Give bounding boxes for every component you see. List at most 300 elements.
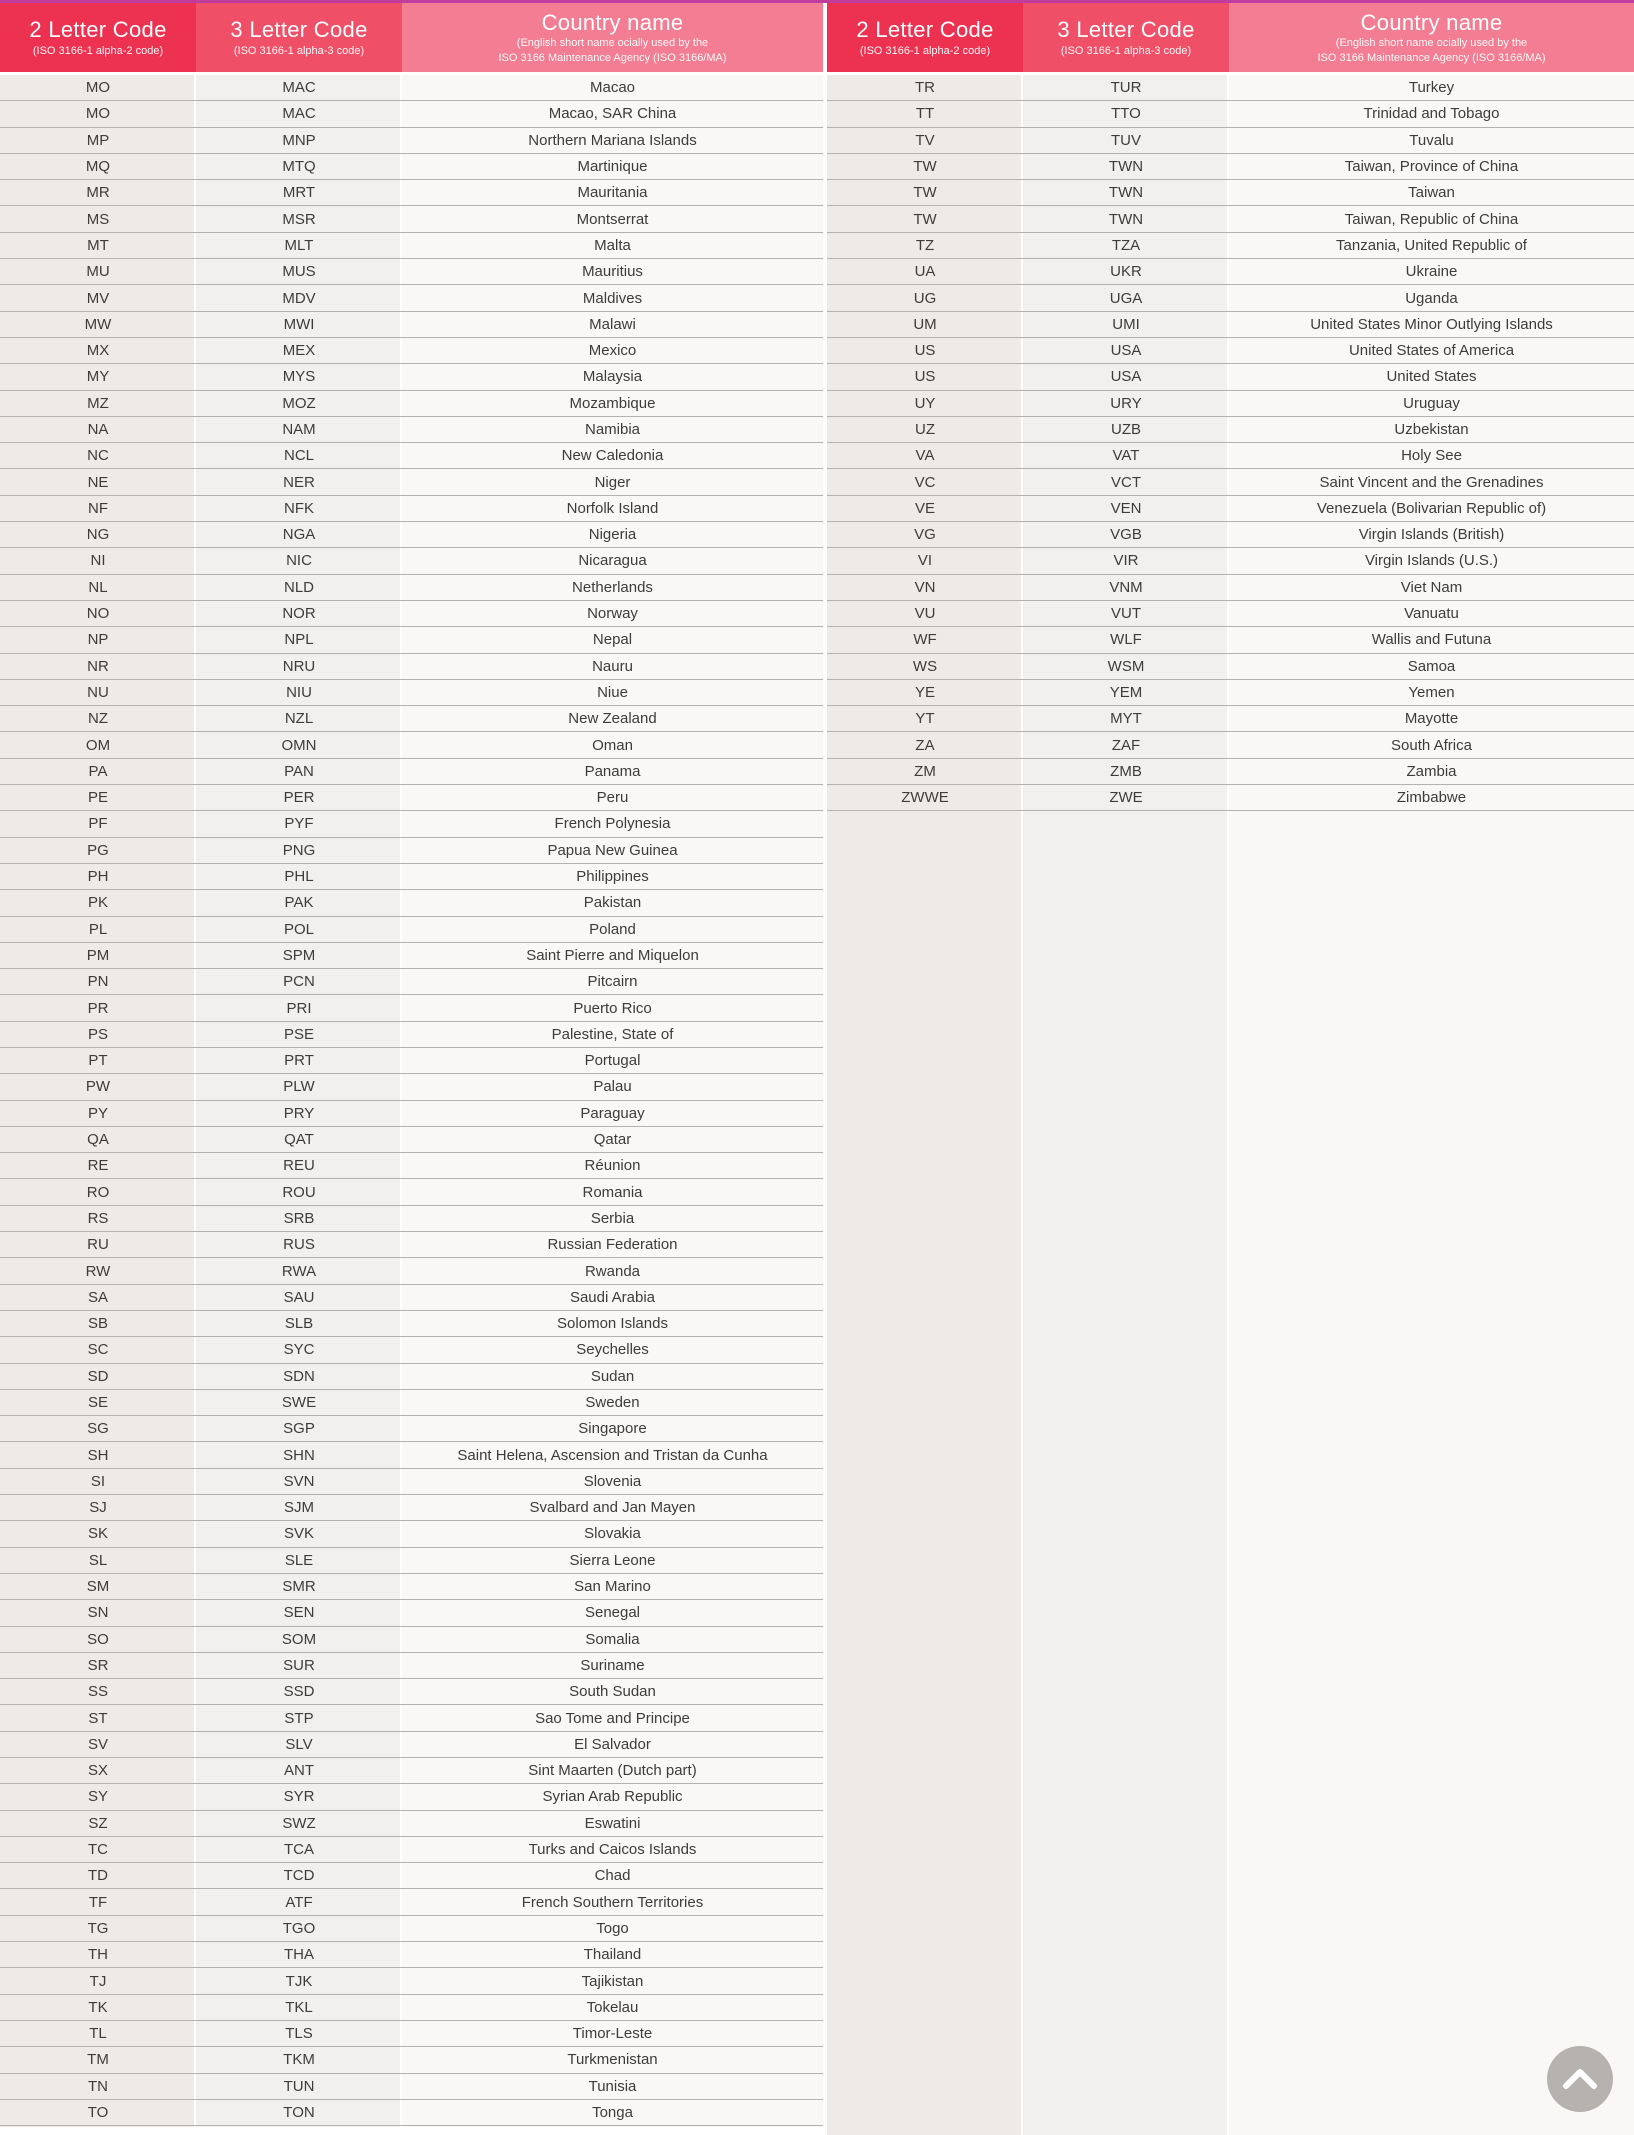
alpha3-cell: SEN xyxy=(283,1604,315,1622)
header-country-name xyxy=(402,3,823,72)
country-name-cell: Pakistan xyxy=(583,894,642,912)
country-name-cell: Viet Nam xyxy=(1400,578,1463,596)
alpha2-cell: SJ xyxy=(89,1499,107,1517)
table-row xyxy=(0,1232,823,1258)
table-row xyxy=(827,101,1634,127)
alpha3-cell: TZA xyxy=(1111,236,1141,254)
table-row xyxy=(0,1548,823,1574)
alpha2-cell: TW xyxy=(913,158,937,176)
alpha3-cell: NCL xyxy=(283,447,314,465)
table-row xyxy=(0,917,823,943)
table-row xyxy=(0,627,823,653)
alpha2-cell: PY xyxy=(87,1104,108,1122)
alpha3-cell: SLE xyxy=(284,1551,314,1569)
header-subtitle: ISO 3166 Maintenance Agency (ISO 3166/MA) xyxy=(1317,51,1546,64)
table-row xyxy=(0,995,823,1021)
table-row xyxy=(0,469,823,495)
table-row xyxy=(0,864,823,890)
alpha3-cell: VGB xyxy=(1110,526,1142,544)
table-row xyxy=(0,1863,823,1889)
alpha3-cell: TUN xyxy=(283,2077,315,2095)
alpha3-cell: TGO xyxy=(282,1919,316,1937)
header-subtitle: ISO 3166 Maintenance Agency (ISO 3166/MA) xyxy=(498,51,727,64)
alpha3-cell: SWZ xyxy=(282,1814,316,1832)
alpha2-cell: TN xyxy=(88,2077,108,2095)
alpha3-cell: SDN xyxy=(283,1367,315,1385)
alpha2-cell: MV xyxy=(86,289,110,307)
alpha2-cell: ZWWE xyxy=(901,789,949,807)
alpha3-cell: NIC xyxy=(286,552,312,570)
country-name-cell: Palestine, State of xyxy=(551,1025,674,1043)
country-name-cell: San Marino xyxy=(574,1578,651,1596)
alpha2-cell: SS xyxy=(87,1683,108,1701)
table-row xyxy=(827,259,1634,285)
alpha3-cell: MRT xyxy=(282,184,316,202)
alpha2-cell: SZ xyxy=(88,1814,108,1832)
country-name-cell: Nigeria xyxy=(588,526,637,544)
table-row xyxy=(0,943,823,969)
alpha2-cell: UG xyxy=(913,289,937,307)
table-row xyxy=(827,128,1634,154)
alpha3-cell: SUR xyxy=(283,1656,315,1674)
country-name-cell: Chad xyxy=(594,1867,631,1885)
country-name-cell: Samoa xyxy=(1407,657,1456,675)
table-row xyxy=(0,180,823,206)
alpha3-cell: SPM xyxy=(282,946,316,964)
alpha2-cell: VA xyxy=(915,447,935,465)
alpha3-cell: PNG xyxy=(282,841,316,859)
table-row xyxy=(0,1627,823,1653)
alpha3-cell: MYT xyxy=(1110,710,1142,728)
country-name-cell: Thailand xyxy=(583,1946,642,1964)
table-row xyxy=(0,443,823,469)
table-row xyxy=(0,1153,823,1179)
table-row xyxy=(0,259,823,285)
alpha2-cell: SO xyxy=(87,1630,109,1648)
alpha2-cell: TM xyxy=(87,2051,109,2069)
alpha3-cell: OMN xyxy=(281,736,317,754)
country-name-cell: Malta xyxy=(594,236,631,254)
table-row xyxy=(827,785,1634,811)
alpha2-cell: UM xyxy=(913,315,937,333)
alpha3-cell: TCD xyxy=(283,1867,315,1885)
table-row xyxy=(0,1469,823,1495)
table-row xyxy=(0,1442,823,1468)
alpha3-cell: SVN xyxy=(283,1472,315,1490)
alpha3-cell: SGP xyxy=(283,1420,315,1438)
table-row xyxy=(0,1995,823,2021)
alpha2-cell: MO xyxy=(85,105,111,123)
table-row xyxy=(0,1206,823,1232)
alpha2-cell: TG xyxy=(87,1919,109,1937)
country-name-cell: Macao xyxy=(589,79,636,97)
alpha3-cell: PLW xyxy=(283,1078,315,1096)
country-name-cell: Yemen xyxy=(1408,683,1455,701)
alpha3-cell: MDV xyxy=(282,289,316,307)
alpha3-cell: SOM xyxy=(281,1630,317,1648)
country-name-cell: Macao, SAR China xyxy=(548,105,677,123)
alpha2-cell: SB xyxy=(87,1315,108,1333)
alpha3-cell: SMR xyxy=(282,1578,316,1596)
country-name-cell: Togo xyxy=(596,1919,629,1937)
alpha3-cell: ANT xyxy=(284,1762,314,1780)
table-row xyxy=(827,732,1634,758)
table-row xyxy=(0,2074,823,2100)
table-row xyxy=(0,1022,823,1048)
alpha3-cell: NPL xyxy=(284,631,314,649)
table-row xyxy=(0,1732,823,1758)
alpha2-cell: VU xyxy=(914,605,936,623)
country-name-cell: Philippines xyxy=(576,868,649,886)
table-row xyxy=(827,180,1634,206)
country-name-cell: Virgin Islands (British) xyxy=(1358,526,1505,544)
table-row xyxy=(827,680,1634,706)
country-name-cell: Mozambique xyxy=(569,394,656,412)
country-name-cell: Saint Vincent and the Grenadines xyxy=(1319,473,1544,491)
country-name-cell: Uzbekistan xyxy=(1394,421,1469,438)
alpha3-cell: NLD xyxy=(283,578,314,596)
table-row xyxy=(827,496,1634,522)
alpha3-cell: REU xyxy=(283,1157,315,1175)
table-row xyxy=(0,1101,823,1127)
country-name-cell: Tajikistan xyxy=(581,1972,644,1990)
country-name-cell: Nauru xyxy=(592,657,633,675)
alpha3-cell: MWI xyxy=(283,315,315,333)
table-header xyxy=(827,3,1634,75)
header-title: 3 Letter Code xyxy=(230,16,368,42)
country-name-cell: Ukraine xyxy=(1405,263,1458,281)
country-name-cell: New Caledonia xyxy=(561,447,664,465)
alpha3-cell: SVK xyxy=(283,1525,314,1543)
alpha3-cell: PAK xyxy=(284,894,314,912)
alpha3-cell: MAC xyxy=(282,79,316,97)
table-row xyxy=(827,233,1634,259)
table-row xyxy=(0,338,823,364)
table-row xyxy=(0,1048,823,1074)
country-name-cell: Sweden xyxy=(585,1393,640,1411)
header-subtitle: (ISO 3166-1 alpha-2 code) xyxy=(859,45,991,57)
alpha3-cell: NRU xyxy=(282,657,316,675)
table-row xyxy=(0,233,823,259)
table-row xyxy=(827,443,1634,469)
alpha3-cell: UGA xyxy=(1109,289,1143,307)
alpha3-cell: URY xyxy=(1110,394,1142,412)
alpha3-cell: ZWE xyxy=(1109,789,1143,807)
country-name-cell: Zimbabwe xyxy=(1396,789,1467,807)
country-name-cell: Tunisia xyxy=(588,2077,637,2095)
country-name-cell: Poland xyxy=(589,920,636,938)
alpha2-cell: VE xyxy=(914,499,935,517)
header-title: 3 Letter Code xyxy=(1057,16,1195,42)
table-row xyxy=(0,969,823,995)
alpha2-cell: VN xyxy=(914,578,936,596)
alpha3-cell: TWN xyxy=(1108,158,1144,176)
alpha2-cell: TJ xyxy=(89,1972,107,1990)
alpha3-cell: SSD xyxy=(283,1683,315,1701)
alpha3-cell: PRY xyxy=(283,1104,315,1122)
table-row xyxy=(827,601,1634,627)
country-name-cell: Norway xyxy=(587,605,638,623)
country-name-cell: Palau xyxy=(593,1078,632,1096)
country-name-cell: Malaysia xyxy=(582,368,643,386)
alpha3-cell: VUT xyxy=(1111,605,1141,623)
alpha3-cell: THA xyxy=(284,1946,314,1964)
alpha2-cell: PG xyxy=(87,841,109,859)
header-title: 2 Letter Code xyxy=(29,16,167,42)
alpha3-cell: MOZ xyxy=(282,394,316,412)
country-name-cell: Panama xyxy=(584,762,641,780)
alpha2-cell: SH xyxy=(87,1446,109,1464)
alpha3-cell: NIU xyxy=(286,683,312,701)
alpha2-cell: SV xyxy=(87,1735,108,1753)
country-name-cell: Malawi xyxy=(589,315,636,333)
table-body-right xyxy=(827,75,1634,2135)
table-row xyxy=(0,128,823,154)
alpha2-cell: MX xyxy=(86,342,110,360)
table-row xyxy=(827,627,1634,653)
table-row xyxy=(0,1968,823,1994)
alpha3-cell: NAM xyxy=(282,421,316,438)
alpha3-cell: WLF xyxy=(1110,631,1142,649)
country-name-cell: Nicaragua xyxy=(578,552,647,570)
alpha2-cell: TD xyxy=(88,1867,108,1885)
table-row xyxy=(827,759,1634,785)
alpha3-cell: MSR xyxy=(282,210,316,228)
table-row xyxy=(0,2047,823,2073)
alpha3-cell: TON xyxy=(283,2104,315,2121)
alpha2-cell: TF xyxy=(88,1893,108,1911)
table-row xyxy=(0,285,823,311)
table-row xyxy=(0,601,823,627)
table-row xyxy=(0,890,823,916)
country-name-cell: Mauritius xyxy=(582,263,643,281)
alpha3-cell: POL xyxy=(283,920,314,938)
alpha2-cell: YE xyxy=(914,683,935,701)
table-row xyxy=(827,206,1634,232)
alpha2-cell: PF xyxy=(88,815,108,833)
alpha2-cell: MS xyxy=(86,210,110,228)
alpha3-cell: VCT xyxy=(1111,473,1141,491)
country-name-cell: Taiwan xyxy=(1408,184,1455,202)
table-row xyxy=(0,1942,823,1968)
table-row xyxy=(0,811,823,837)
table-row xyxy=(0,1784,823,1810)
table-row xyxy=(0,1889,823,1915)
country-name-cell: Norfolk Island xyxy=(566,499,659,517)
header-3-letter-code xyxy=(196,3,402,72)
alpha2-cell: PK xyxy=(87,894,108,912)
alpha3-cell: TCA xyxy=(284,1841,314,1859)
alpha3-cell: YEM xyxy=(1109,683,1143,701)
table-row xyxy=(0,1285,823,1311)
alpha2-cell: VI xyxy=(917,552,933,570)
country-name-cell: Turkmenistan xyxy=(567,2051,658,2069)
country-name-cell: Vanuatu xyxy=(1404,605,1459,623)
alpha3-cell: MLT xyxy=(284,236,314,254)
country-name-cell: United States of America xyxy=(1348,342,1515,360)
alpha2-cell: RS xyxy=(87,1209,109,1227)
alpha2-cell: PH xyxy=(87,868,109,886)
country-name-cell: Rwanda xyxy=(584,1262,641,1280)
country-name-cell: Tanzania, United Republic of xyxy=(1336,236,1527,254)
country-name-cell: Solomon Islands xyxy=(557,1315,668,1333)
alpha2-cell: NO xyxy=(86,605,110,623)
alpha2-cell: SL xyxy=(88,1551,108,1569)
table-row xyxy=(0,1521,823,1547)
alpha2-cell: PS xyxy=(87,1025,108,1043)
country-name-cell: Zambia xyxy=(1406,762,1457,780)
alpha2-cell: MR xyxy=(86,184,110,202)
country-name-cell: Svalbard and Jan Mayen xyxy=(529,1499,696,1517)
country-name-cell: Taiwan, Province of China xyxy=(1344,158,1519,176)
alpha3-cell: UKR xyxy=(1110,263,1142,281)
alpha2-cell: UA xyxy=(914,263,936,281)
country-name-cell: South Africa xyxy=(1391,736,1472,754)
alpha2-cell: US xyxy=(914,368,936,386)
alpha3-cell: NOR xyxy=(282,605,316,623)
country-name-cell: Slovakia xyxy=(584,1525,641,1543)
table-row xyxy=(0,154,823,180)
country-name-cell: Peru xyxy=(596,789,629,807)
alpha3-cell: NFK xyxy=(284,499,314,517)
alpha3-cell: TLS xyxy=(285,2025,313,2043)
alpha2-cell: TO xyxy=(87,2104,109,2121)
alpha3-cell: WSM xyxy=(1107,657,1145,675)
header-subtitle: (ISO 3166-1 alpha-2 code) xyxy=(32,45,164,57)
alpha3-cell: TUV xyxy=(1111,131,1141,149)
table-row xyxy=(827,364,1634,390)
country-name-cell: Venezuela (Bolivarian Republic of) xyxy=(1316,499,1547,517)
alpha2-cell: TL xyxy=(89,2025,107,2043)
alpha2-cell: TH xyxy=(88,1946,108,1964)
alpha3-cell: SRB xyxy=(283,1209,315,1227)
alpha2-cell: RU xyxy=(87,1236,109,1254)
alpha3-cell: TUR xyxy=(1110,79,1142,97)
alpha2-cell: PW xyxy=(85,1078,111,1096)
alpha2-cell: TR xyxy=(915,79,935,97)
table-row xyxy=(0,1364,823,1390)
table-row xyxy=(0,1705,823,1731)
table-row xyxy=(0,522,823,548)
table-row xyxy=(0,1074,823,1100)
alpha2-cell: NR xyxy=(87,657,109,675)
alpha3-cell: ATF xyxy=(285,1893,313,1911)
alpha2-cell: TZ xyxy=(915,236,935,254)
country-name-cell: Singapore xyxy=(578,1420,647,1438)
alpha3-cell: VEN xyxy=(1110,499,1142,517)
alpha2-cell: SI xyxy=(90,1472,106,1490)
country-name-cell: Oman xyxy=(592,736,633,754)
alpha2-cell: OM xyxy=(85,736,111,754)
alpha3-cell: TKL xyxy=(285,1998,313,2016)
country-name-cell: El Salvador xyxy=(574,1735,651,1753)
country-name-cell: Tuvalu xyxy=(1409,131,1454,149)
table-row xyxy=(0,1600,823,1626)
table-row xyxy=(827,154,1634,180)
country-name-cell: Mayotte xyxy=(1404,710,1459,728)
country-name-cell: Eswatini xyxy=(584,1814,641,1832)
table-row xyxy=(0,206,823,232)
alpha3-cell: QAT xyxy=(284,1131,314,1149)
table-row xyxy=(0,1337,823,1363)
alpha3-cell: PYF xyxy=(284,815,314,833)
table-row xyxy=(827,338,1634,364)
country-name-cell: Mexico xyxy=(588,342,637,360)
alpha3-cell: NZL xyxy=(284,710,314,728)
table-row xyxy=(0,1179,823,1205)
alpha3-cell: TWN xyxy=(1108,184,1144,202)
header-title: Country name xyxy=(1360,10,1503,36)
country-name-cell: Niue xyxy=(597,683,628,701)
country-name-cell: United States Minor Outlying Islands xyxy=(1310,315,1553,333)
alpha3-cell: RUS xyxy=(283,1236,315,1254)
country-name-cell: Maldives xyxy=(582,289,643,307)
alpha2-cell: MZ xyxy=(87,394,109,412)
country-name-cell: Sierra Leone xyxy=(569,1551,656,1569)
alpha2-cell: NP xyxy=(87,631,109,649)
alpha3-cell: VNM xyxy=(1109,578,1143,596)
alpha2-cell: RW xyxy=(85,1262,111,1280)
alpha2-cell: NC xyxy=(87,447,109,465)
table-row xyxy=(0,2100,823,2126)
alpha3-cell: RWA xyxy=(281,1262,317,1280)
alpha2-cell: ZA xyxy=(915,736,935,754)
table-row xyxy=(0,785,823,811)
country-name-cell: Somalia xyxy=(585,1630,640,1648)
country-name-cell: Tonga xyxy=(592,2104,633,2121)
alpha3-cell: SYC xyxy=(283,1341,315,1359)
alpha3-cell: PRT xyxy=(284,1052,314,1070)
header-title: Country name xyxy=(541,10,684,36)
country-name-cell: Papua New Guinea xyxy=(547,841,678,859)
table-row xyxy=(827,469,1634,495)
country-name-cell: Turkey xyxy=(1408,79,1455,97)
alpha2-cell: PR xyxy=(87,999,109,1017)
alpha3-cell: SLB xyxy=(284,1315,314,1333)
alpha2-cell: SC xyxy=(87,1341,109,1359)
table-row xyxy=(0,838,823,864)
alpha2-cell: RE xyxy=(87,1157,109,1175)
alpha3-cell: USA xyxy=(1110,342,1142,360)
table-row xyxy=(0,1311,823,1337)
chevron-up-icon xyxy=(1561,2067,1599,2091)
alpha2-cell: NL xyxy=(88,578,108,596)
table-row xyxy=(0,1653,823,1679)
country-name-cell: Paraguay xyxy=(580,1104,645,1122)
alpha3-cell: STP xyxy=(284,1709,314,1727)
country-name-cell: Saint Pierre and Miquelon xyxy=(526,946,699,964)
table-row xyxy=(0,1416,823,1442)
table-row xyxy=(827,548,1634,574)
country-name-cell: Syrian Arab Republic xyxy=(542,1788,683,1806)
scroll-to-top-button[interactable] xyxy=(1547,2046,1613,2112)
table-body-left xyxy=(0,75,823,2127)
table-header xyxy=(0,3,823,75)
alpha2-cell: TV xyxy=(915,131,935,149)
alpha2-cell: TK xyxy=(88,1998,108,2016)
alpha2-cell: RO xyxy=(86,1183,110,1201)
alpha3-cell: MEX xyxy=(282,342,316,360)
header-subtitle: (ISO 3166-1 alpha-3 code) xyxy=(1060,45,1192,57)
alpha2-cell: ZM xyxy=(914,762,936,780)
alpha3-cell: PAN xyxy=(284,762,314,780)
alpha3-cell: ROU xyxy=(282,1183,316,1201)
alpha2-cell: SK xyxy=(87,1525,108,1543)
table-row xyxy=(0,75,823,101)
table-row xyxy=(0,1495,823,1521)
alpha3-cell: PSE xyxy=(283,1025,314,1043)
table-row xyxy=(827,417,1634,443)
